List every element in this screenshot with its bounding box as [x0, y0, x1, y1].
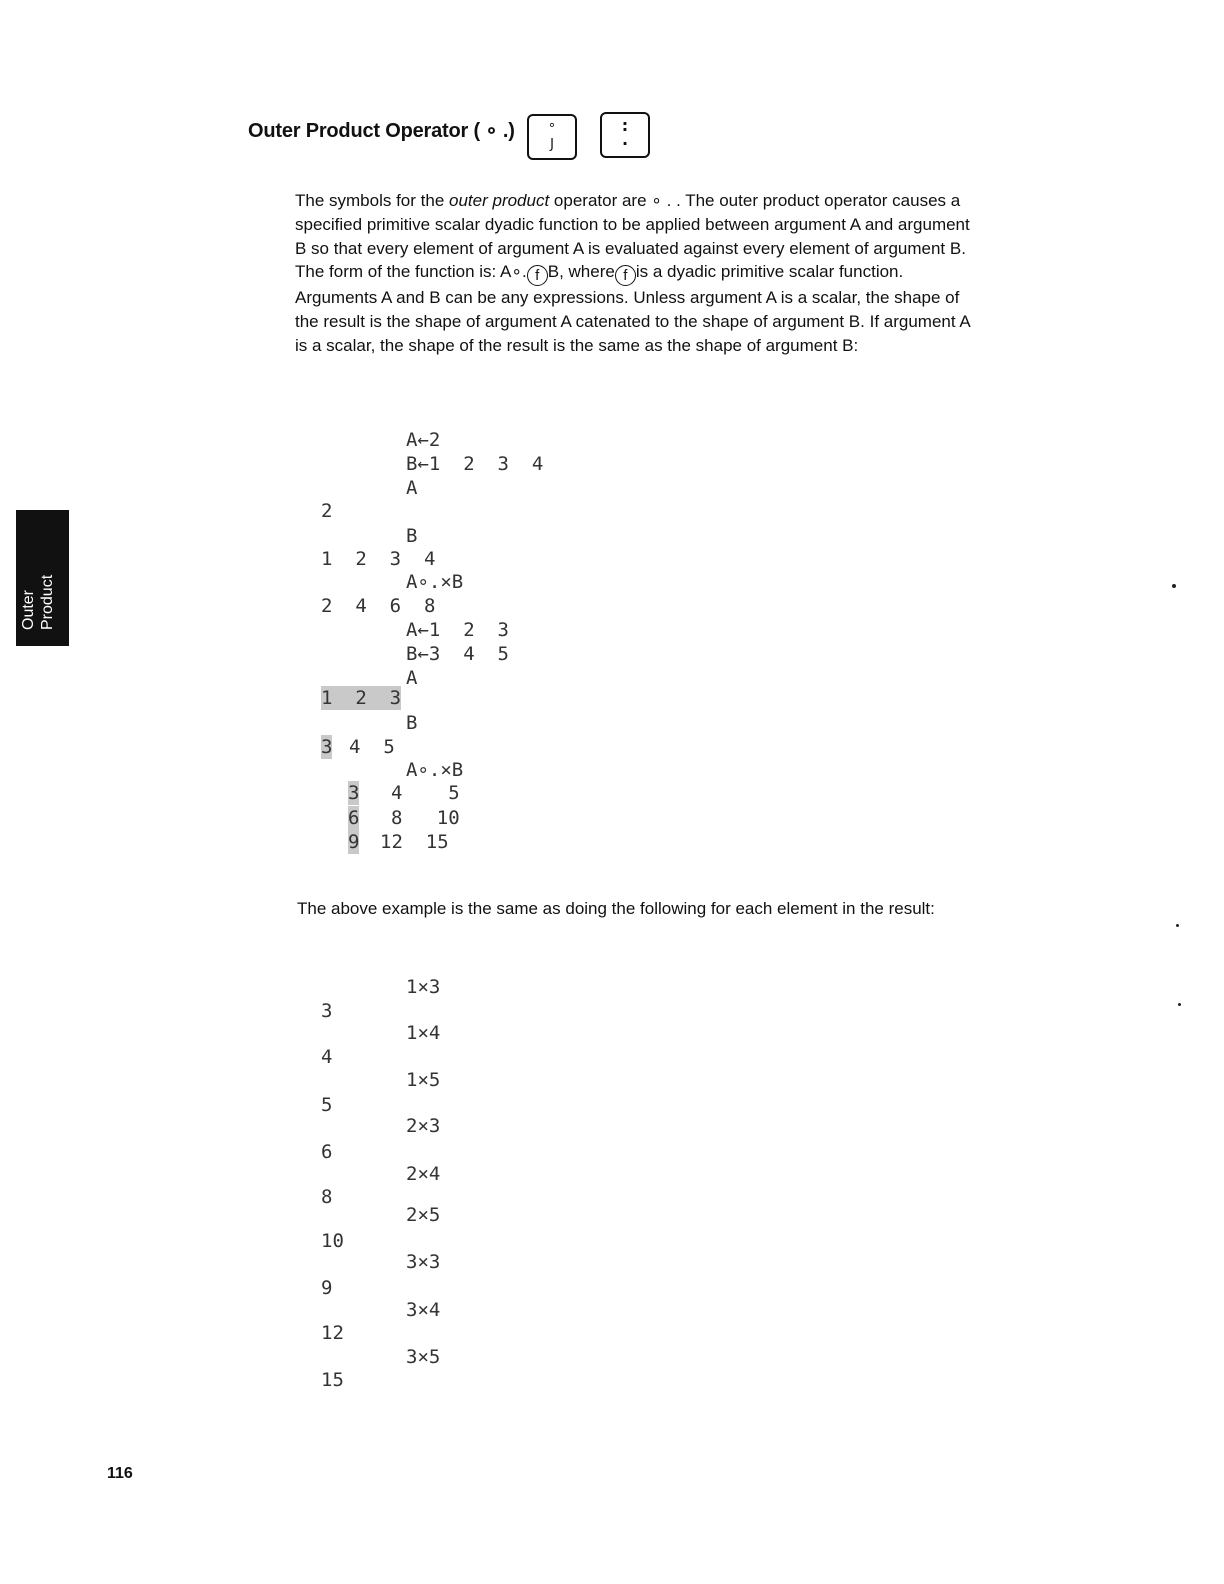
output-line: 8 10: [391, 807, 460, 829]
output-line: 4 5: [349, 736, 395, 758]
section-side-tab: [16, 510, 69, 646]
apl-key-period: [600, 112, 650, 158]
output-line: 8: [321, 1186, 333, 1208]
code-line: 2×5: [406, 1204, 441, 1226]
side-tab-label: [20, 575, 56, 630]
function-circle-f: f: [615, 265, 636, 286]
section-title: [248, 118, 515, 143]
output-line: 15: [321, 1369, 344, 1391]
code-line: A∘.×B: [406, 759, 464, 781]
output-line: 12 15: [380, 831, 449, 853]
code-line: A←2: [406, 429, 441, 451]
key-top-glyph: :: [621, 116, 629, 135]
output-line: 4 5: [391, 782, 460, 804]
scan-speck: [1172, 584, 1176, 588]
page-number: 116: [107, 1465, 133, 1482]
output-line: 2: [321, 500, 333, 522]
output-highlighted-cell: 9: [348, 831, 360, 853]
para-text: B, where: [547, 262, 615, 282]
output-line: 1 2 3 4: [321, 548, 436, 570]
description-paragraph: [295, 189, 985, 358]
scan-speck: [1176, 924, 1179, 927]
explanation-note: The above example is the same as doing the following for each element in the result:: [297, 899, 935, 918]
code-line: 3×3: [406, 1251, 441, 1273]
output-line: 6: [321, 1141, 333, 1163]
output-highlighted-cell: 6: [348, 807, 360, 829]
code-line: B: [406, 712, 418, 734]
code-line: 1×3: [406, 976, 441, 998]
output-line: 12: [321, 1322, 344, 1344]
code-line: 1×5: [406, 1069, 441, 1091]
output-line: 3: [321, 1000, 333, 1022]
apl-key-jot: [527, 114, 577, 160]
section-title-text: Outer Product Operator: [248, 120, 469, 142]
code-line: 1×4: [406, 1022, 441, 1044]
code-line: B←3 4 5: [406, 643, 509, 665]
code-line: A∘.×B: [406, 571, 464, 593]
scan-speck: [1178, 1003, 1181, 1006]
code-line: A←1 2 3: [406, 619, 509, 641]
code-line: B: [406, 525, 418, 547]
output-line: 4: [321, 1046, 333, 1068]
key-bottom-glyph: J: [550, 137, 554, 152]
output-line: 2 4 6 8: [321, 595, 436, 617]
section-title-symbol: ( ∘ .): [473, 120, 515, 142]
output-line: 9: [321, 1277, 333, 1299]
code-line: A: [406, 477, 418, 499]
output-line: 10: [321, 1230, 344, 1252]
output-highlighted-cell: 3: [348, 782, 360, 804]
code-line: A: [406, 667, 418, 689]
code-line: 3×4: [406, 1299, 441, 1321]
side-tab-line-2: Product: [39, 574, 56, 630]
output-line-highlighted: 1 2 3: [321, 687, 402, 709]
code-line: 3×5: [406, 1346, 441, 1368]
function-circle-f: f: [527, 265, 548, 286]
key-top-glyph: ∘: [547, 118, 557, 133]
code-line: 2×4: [406, 1163, 441, 1185]
para-text: The symbols for the: [295, 191, 450, 210]
para-text: operator are ∘ . . The outer product operator causes a specified primitive scalar dyadic function to be applied between argument A and argument B so that every element of argument A is evaluated against every element of argument B. The form of the function is: A∘.: [295, 191, 970, 282]
code-line: B←1 2 3 4: [406, 453, 544, 475]
side-tab-line-1: Outer: [20, 589, 37, 630]
output-line: 5: [321, 1094, 333, 1116]
key-bottom-glyph: .: [621, 130, 629, 149]
para-italic: outer product: [449, 191, 550, 210]
code-line: 2×3: [406, 1115, 441, 1137]
para-text: is a dyadic primitive scalar function. Arguments A and B can be any expressions. Unless argument A is a scalar, the shape of the result is the shape of argument A catenated to the shape of argument B. If argument A is a scalar, the shape of the result is the same as the shape of argument B:: [295, 262, 970, 355]
output-highlighted-cell: 3: [321, 736, 333, 758]
